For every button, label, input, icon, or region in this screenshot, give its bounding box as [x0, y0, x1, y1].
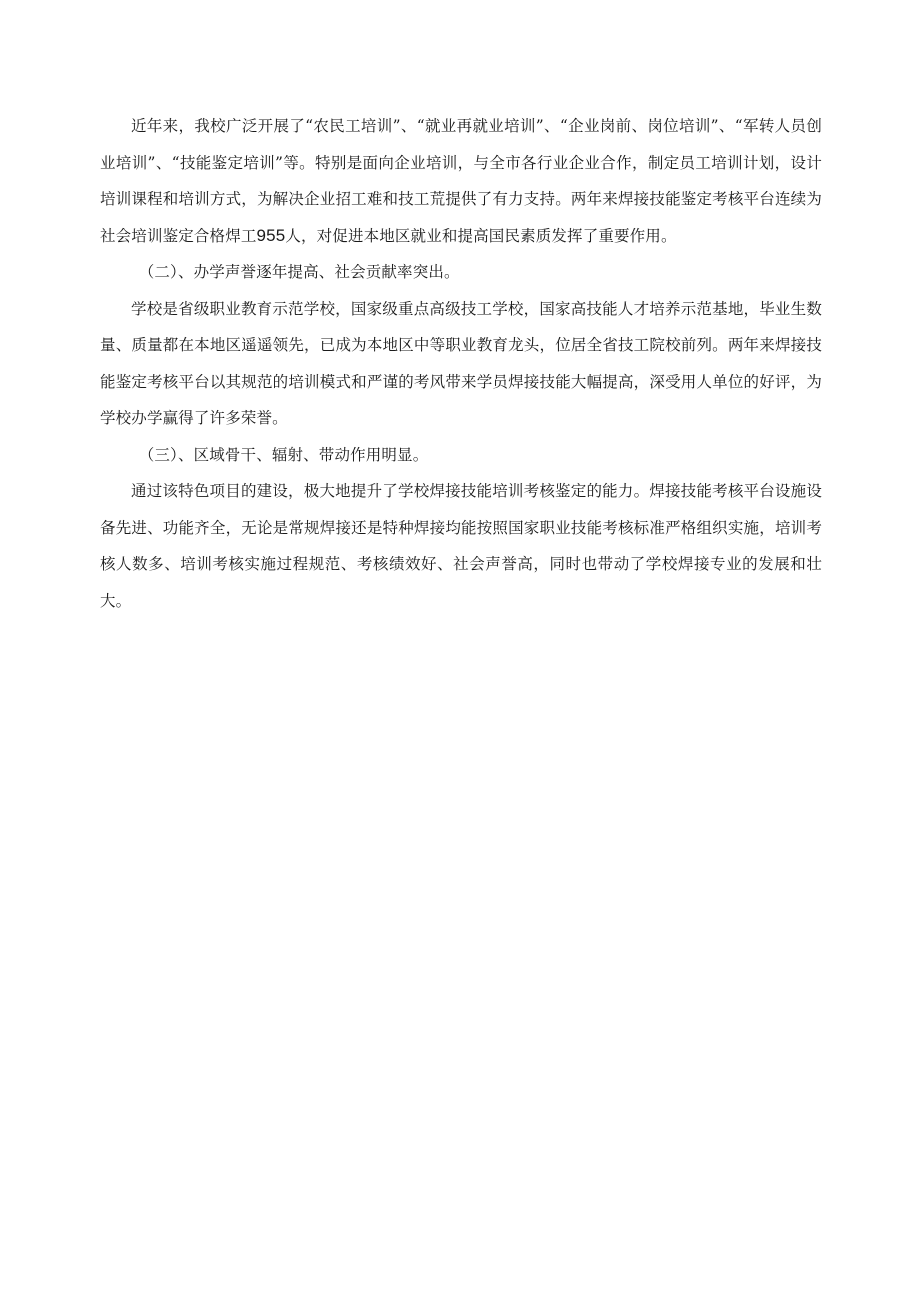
paragraph-text: 人，对促进本地区就业和提高国民素质发挥了重要作用。: [285, 226, 677, 245]
paragraph-training-overview: [100, 108, 822, 254]
document-body: [100, 108, 822, 619]
certified-welders-count: 955: [256, 225, 286, 245]
section-heading-regional-role: （三）、区域骨干、辐射、带动作用明显。: [138, 445, 429, 464]
paragraph-reputation: 学校是省级职业教育示范学校，国家级重点高级技工学校，国家高技能人才培养示范基地，毕业生数量、质量都在本地区遥遥领先，已成为本地区中等职业教育龙头，位居全省技工院校前列。两年来焊接技能鉴定考核平台以其规范的培训模式和严谨的考风带来学员焊接技能大幅提高，深受用人单位的好评，为学校办学赢得了许多荣誉。: [100, 299, 822, 427]
section-heading-reputation: （二）、办学声誉逐年提高、社会贡献率突出。: [138, 263, 460, 281]
paragraph-regional-role: 通过该特色项目的建设，极大地提升了学校焊接技能培训考核鉴定的能力。焊接技能考核平台设施设备先进、功能齐全，无论是常规焊接还是特种焊接均能按照国家职业技能考核标准严格组织实施，培训考核人数多、培训考核实施过程规范、考核绩效好、社会声誉高，同时也带动了学校焊接专业的发展和壮大。: [100, 482, 822, 610]
paragraph-text: 近年来，我校广泛开展了“农民工培训”、“就业再就业培训”、“企业岗前、岗位培训”、“军转人员创业培训”、“技能鉴定培训”等。特别是面向企业培训，与全市各行业企业合作，制定员工培训计划，设计培训课程和培训方式，为解决企业招工难和技工荒提供了有力支持。两年来焊接技能鉴定考核平台连续为社会培训鉴定合格焊工: [100, 117, 822, 245]
